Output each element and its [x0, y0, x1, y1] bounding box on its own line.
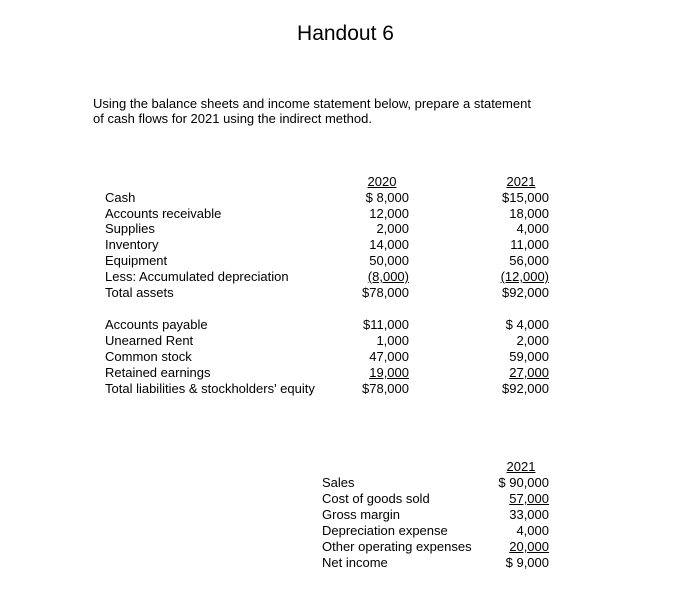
asset-2020-equipment: 50,000 — [369, 253, 409, 268]
instructions-line-1: Using the balance sheets and income statement below, prepare a statement — [93, 96, 531, 111]
liability-label-unearned-rent: Unearned Rent — [105, 333, 194, 348]
liability-2020-common-stock: 47,000 — [369, 349, 409, 364]
income-label-depreciation: Depreciation expense — [322, 523, 448, 538]
asset-label-inventory: Inventory — [105, 237, 159, 252]
asset-2021-accumulated-depreciation: (12,000) — [500, 269, 549, 284]
income-header-2021: 2021 — [506, 459, 536, 474]
income-value-sales: $ 90,000 — [498, 475, 549, 490]
asset-2021-accounts-receivable: 18,000 — [509, 206, 549, 221]
asset-2021-supplies: 4,000 — [516, 221, 549, 236]
income-value-depreciation: 4,000 — [516, 523, 549, 538]
asset-2020-inventory: 14,000 — [369, 237, 409, 252]
liability-2021-common-stock: 59,000 — [509, 349, 549, 364]
asset-label-equipment: Equipment — [105, 253, 168, 268]
asset-2021-cash: $15,000 — [502, 190, 549, 205]
liability-label-common-stock: Common stock — [105, 349, 192, 364]
instructions — [93, 96, 573, 126]
balance-header-2021: 2021 — [506, 174, 536, 189]
liability-label-total: Total liabilities & stockholders' equity — [105, 381, 315, 396]
liability-label-retained-earnings: Retained earnings — [105, 365, 211, 380]
asset-label-supplies: Supplies — [105, 221, 155, 236]
liability-2020-retained-earnings: 19,000 — [369, 365, 409, 380]
liability-2020-accounts-payable: $11,000 — [362, 317, 409, 332]
asset-label-total-assets: Total assets — [105, 285, 174, 300]
asset-2020-accounts-receivable: 12,000 — [369, 206, 409, 221]
asset-2020-accumulated-depreciation: (8,000) — [367, 269, 409, 284]
liability-2020-total: $78,000 — [362, 381, 409, 396]
balance-header-2020: 2020 — [367, 174, 397, 189]
income-label-gross-margin: Gross margin — [322, 507, 401, 522]
liability-2021-total: $92,000 — [502, 381, 549, 396]
income-value-other-expenses: 20,000 — [509, 539, 549, 554]
liability-2021-unearned-rent: 2,000 — [516, 333, 549, 348]
asset-2020-cash: $ 8,000 — [365, 190, 409, 205]
income-label-net-income: Net income — [322, 555, 388, 570]
asset-2021-equipment: 56,000 — [509, 253, 549, 268]
asset-2021-inventory: 11,000 — [510, 237, 549, 252]
page-title: Handout 6 — [297, 22, 394, 45]
asset-label-accumulated-depreciation: Less: Accumulated depreciation — [105, 269, 289, 284]
liability-2021-retained-earnings: 27,000 — [509, 365, 549, 380]
asset-label-cash: Cash — [105, 190, 136, 205]
asset-2020-supplies: 2,000 — [376, 221, 409, 236]
asset-label-accounts-receivable: Accounts receivable — [105, 206, 222, 221]
asset-2020-total-assets: $78,000 — [362, 285, 409, 300]
liability-2021-accounts-payable: $ 4,000 — [505, 317, 549, 332]
asset-2021-total-assets: $92,000 — [502, 285, 549, 300]
income-value-cogs: 57,000 — [509, 491, 549, 506]
liability-2020-unearned-rent: 1,000 — [376, 333, 409, 348]
income-label-sales: Sales — [322, 475, 355, 490]
income-label-other-expenses: Other operating expenses — [322, 539, 472, 554]
instructions-line-2: of cash flows for 2021 using the indirect method. — [93, 111, 372, 126]
income-label-cogs: Cost of goods sold — [322, 491, 430, 506]
income-value-gross-margin: 33,000 — [509, 507, 549, 522]
income-value-net-income: $ 9,000 — [505, 555, 549, 570]
liability-label-accounts-payable: Accounts payable — [105, 317, 208, 332]
